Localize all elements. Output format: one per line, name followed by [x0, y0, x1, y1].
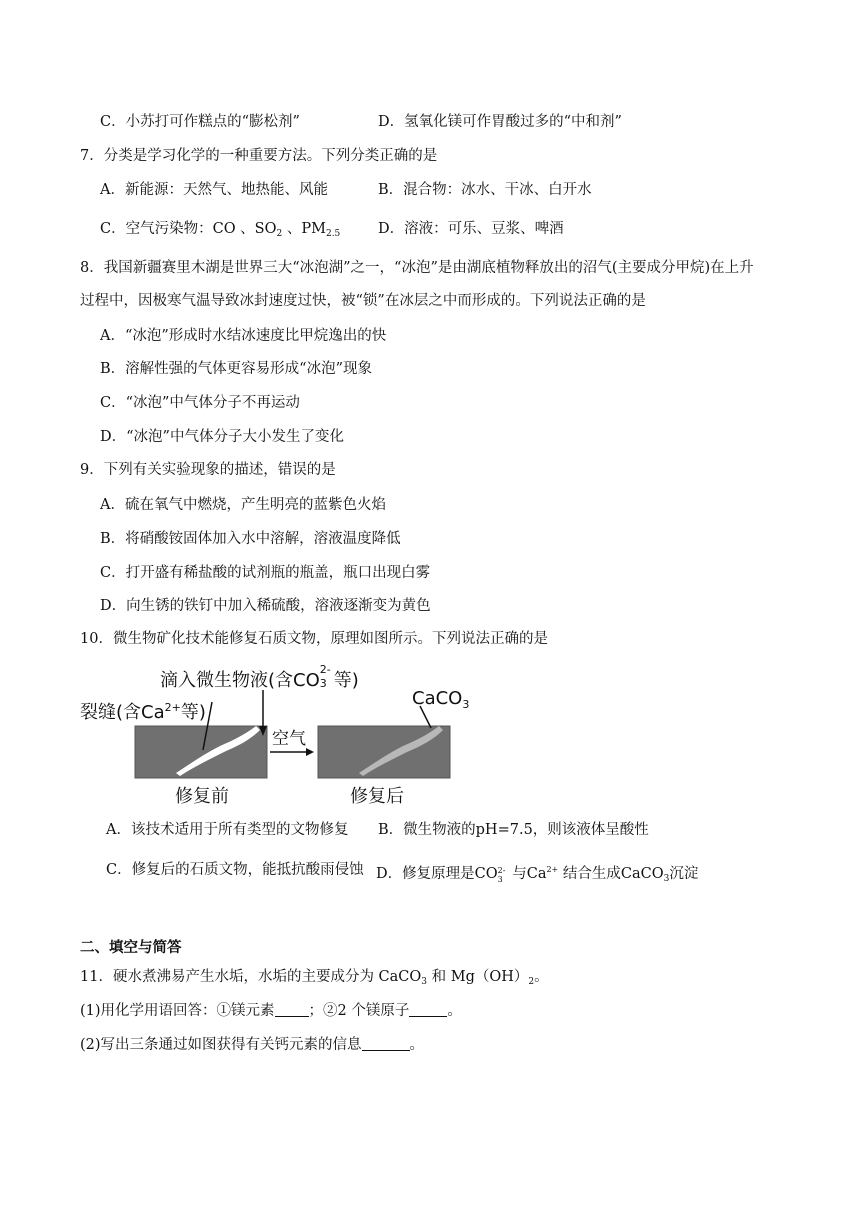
q8-option-b: B．溶解性强的气体更容易形成“冰泡”现象	[100, 361, 372, 377]
q7-option-c: C．空气污染物：CO 、$SO_2$ 、$PM_{2.5}$	[100, 221, 341, 239]
answer-blank-mg-element[interactable]	[275, 1002, 309, 1017]
figure-label-air: 空气	[272, 729, 306, 749]
q10-option-d: D．修复原理是CO 2- 3 与$Ca^{2+}$ 结合生成CaCO$_3$沉淀	[376, 865, 699, 884]
q9-option-b: B．将硝酸铵固体加入水中溶解，溶液温度降低	[100, 531, 401, 547]
answer-blank-calcium-info[interactable]	[362, 1036, 410, 1051]
q11-part-1: (1)用化学用语回答：①镁元素 ；②2 个镁原子 。	[80, 1003, 462, 1019]
q8-option-d: D．“冰泡”中气体分子大小发生了变化	[100, 429, 344, 445]
q9-option-a: A．硫在氧气中燃烧，产生明亮的蓝紫色火焰	[100, 497, 386, 513]
q8-stem-line2: 过程中，因极寒气温导致冰封速度过快，被“锁”在冰层之中而形成的。下列说法正确的是	[80, 293, 646, 309]
q10-stem: 10．微生物矿化技术能修复石质文物，原理如图所示。下列说法正确的是	[80, 631, 548, 647]
q7-option-b: B．混合物：冰水、干冰、白开水	[378, 182, 592, 198]
q8-option-c: C．“冰泡”中气体分子不再运动	[100, 395, 300, 411]
q8-stem-line1: 8．我国新疆赛里木湖是世界三大“冰泡湖”之一，“冰泡”是由湖底植物释放出的沼气(主要成分甲烷)在上升	[80, 260, 754, 276]
q6-option-d: D．氢氧化镁可作胃酸过多的“中和剂”	[378, 114, 622, 130]
figure-label-before: 修复前	[175, 786, 229, 807]
q10-option-a: A．该技术适用于所有类型的文物修复	[106, 822, 349, 838]
q10-option-b: B．微生物液的pH=7.5，则该液体呈酸性	[378, 822, 649, 838]
q10-option-c: C．修复后的石质文物，能抵抗酸雨侵蚀	[106, 862, 364, 878]
q8-option-a: A．“冰泡”形成时水结冰速度比甲烷逸出的快	[100, 328, 387, 344]
q9-option-c: C．打开盛有稀盐酸的试剂瓶的瓶盖，瓶口出现白雾	[100, 565, 431, 581]
q10-figure	[80, 660, 500, 810]
q9-stem: 9．下列有关实验现象的描述，错误的是	[80, 462, 336, 478]
figure-label-crack: 裂缝(含$Ca^{2+}$等)	[80, 701, 206, 723]
q7-option-d: D．溶液：可乐、豆浆、啤酒	[378, 221, 564, 237]
q7-option-a: A．新能源：天然气、地热能、风能	[100, 182, 328, 198]
figure-label-caco3: CaCO$_3$	[412, 688, 470, 711]
q6-option-c: C．小苏打可作糕点的“膨松剂”	[100, 114, 300, 130]
q11-part-2: (2)写出三条通过如图获得有关钙元素的信息 。	[80, 1037, 425, 1053]
q11-stem: 11．硬水煮沸易产生水垢，水垢的主要成分为 CaCO$_3$ 和 $Mg(OH)_2$。	[80, 969, 549, 987]
q7-stem: 7．分类是学习化学的一种重要方法。下列分类正确的是	[80, 148, 438, 164]
figure-label-drip: 滴入微生物液(含CO 2- 3 等)	[160, 663, 359, 691]
air-arrow-head	[306, 748, 314, 756]
section-2-title: 二、填空与简答	[80, 939, 182, 956]
figure-label-after: 修复后	[350, 786, 404, 807]
q9-option-d: D．向生锈的铁钉中加入稀硫酸，溶液逐渐变为黄色	[100, 598, 431, 614]
answer-blank-2-mg-atoms[interactable]	[409, 1002, 447, 1017]
